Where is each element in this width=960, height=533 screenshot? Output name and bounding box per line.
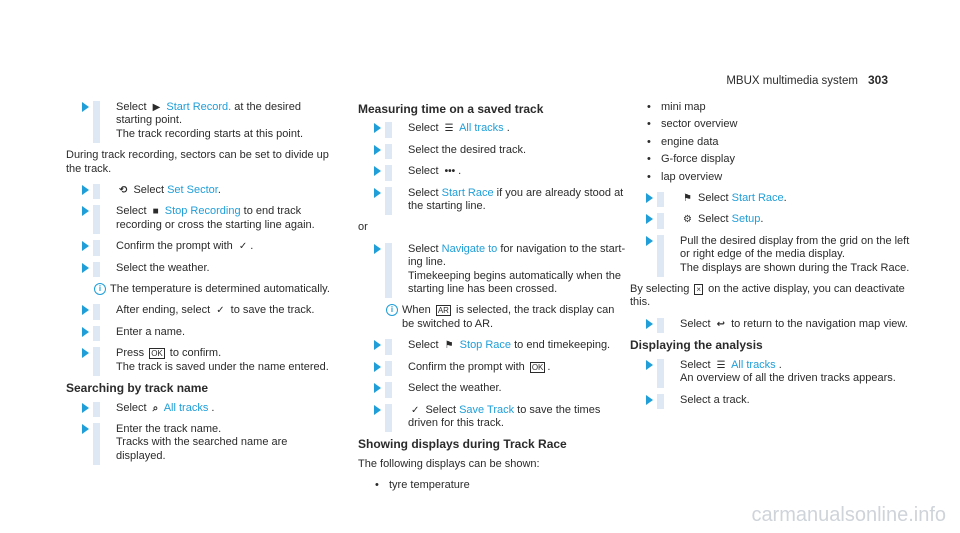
display-list	[358, 479, 628, 492]
all-tracks-link[interactable]: All tracks	[731, 358, 776, 371]
set-sector-link[interactable]: Set Sector	[167, 184, 218, 197]
step: Select ☰ All tracks .	[358, 122, 628, 135]
step: After ending, select ✓ to save the track.	[66, 304, 336, 317]
section-heading: Searching by track name	[66, 381, 209, 396]
play-icon: ▶	[152, 102, 161, 113]
step: Enter a name.	[66, 326, 336, 339]
page-number: 303	[867, 73, 888, 87]
section-heading: Measuring time on a saved track	[358, 102, 544, 116]
ok-icon: OK	[151, 349, 163, 359]
more-icon: •••	[444, 166, 456, 178]
list-item: • G-force display	[630, 153, 910, 166]
step: Select the weather.	[358, 382, 628, 395]
arrow-icon	[374, 340, 381, 350]
step: Select ⚑ Stop Race to end timekeeping.	[358, 339, 628, 352]
close-icon: ×	[696, 285, 702, 295]
info-note: i The temperature is determined automatically.	[66, 283, 336, 296]
header-title: MBUX multimedia system	[726, 75, 858, 87]
step: ⚑ Select Start Race.	[630, 192, 910, 205]
list-item: • lap overview	[630, 171, 910, 184]
arrow-icon	[374, 188, 381, 198]
stop-icon: ■	[152, 206, 159, 218]
arrow-icon	[82, 327, 89, 337]
step: Confirm the prompt with ✓ .	[66, 240, 336, 253]
gear-icon: ⚙	[683, 214, 692, 226]
display-list	[630, 101, 910, 184]
step: Select ☰ All tracks . An overview of all the driven tracks appears.	[630, 359, 910, 386]
arrow-icon	[374, 405, 381, 415]
arrow-icon	[82, 185, 89, 195]
track-list-icon: ☰	[444, 123, 454, 135]
arrow-icon	[82, 263, 89, 273]
info-icon: i	[94, 283, 106, 295]
watermark: carmanualsonline.info	[751, 504, 946, 526]
arrow-icon	[82, 102, 89, 112]
section-heading: Displaying the analysis	[630, 338, 763, 353]
arrow-icon	[646, 395, 653, 405]
check-icon: ✓	[411, 404, 420, 416]
arrow-icon	[646, 236, 653, 246]
list-item: • engine data	[630, 136, 910, 149]
step: Press OK to confirm. The track is saved under the name entered.	[66, 347, 336, 374]
arrow-icon	[82, 424, 89, 434]
search-icon: ⌕	[152, 402, 159, 414]
paragraph: The following displays can be shown:	[358, 457, 540, 470]
start-record-link[interactable]: Start Record.	[166, 101, 232, 113]
arrow-icon	[82, 403, 89, 413]
arrow-icon	[646, 214, 653, 224]
back-icon: ↩	[716, 318, 726, 330]
ar-icon: AR	[437, 306, 449, 316]
setup-link[interactable]: Setup	[731, 213, 761, 226]
arrow-icon	[82, 348, 89, 358]
step: Select a track.	[630, 394, 910, 407]
list-item: • sector overview	[630, 118, 910, 131]
column-2	[358, 101, 628, 501]
page-header	[726, 73, 888, 87]
step: Select ↩ to return to the navigation map view.	[630, 318, 910, 331]
arrow-icon	[374, 166, 381, 176]
or-text: or	[358, 221, 368, 234]
step: Select Navigate to for navigation to the starting line. Timekeeping begins automatically when the starting line has been crossed.	[358, 243, 628, 297]
save-track-link[interactable]: Save Track	[459, 403, 515, 416]
step: Enter the track name. Tracks with the searched name are displayed.	[66, 423, 336, 463]
step: Select Start Race if you are already stood at the starting line.	[358, 187, 628, 214]
ok-icon: OK	[531, 362, 544, 372]
start-race-link[interactable]: Start Race	[441, 186, 494, 199]
info-note: i When AR is selected, the track display can be switched to AR.	[358, 304, 628, 331]
arrow-icon	[374, 123, 381, 133]
arrow-icon	[82, 206, 89, 216]
arrow-icon	[374, 244, 381, 254]
arrow-icon	[646, 360, 653, 370]
step: ⟲ Select Set Sector.	[66, 184, 336, 197]
stop-recording-link[interactable]: Stop Recording	[164, 205, 241, 218]
step: ✓ Select Save Track to save the times driven for this track.	[358, 404, 628, 431]
step: Select ⌕ All tracks .	[66, 402, 336, 415]
all-tracks-link[interactable]: All tracks	[163, 401, 209, 414]
start-race-link[interactable]: Start Race	[731, 192, 784, 205]
column-1	[66, 101, 336, 471]
paragraph: During track recording, sectors can be set to divide up the track.	[66, 149, 329, 175]
arrow-icon	[374, 145, 381, 155]
all-tracks-link[interactable]: All tracks	[459, 122, 504, 135]
list-item: • tyre temperature	[358, 479, 628, 492]
step: Confirm the prompt with OK .	[358, 361, 628, 374]
arrow-icon	[646, 193, 653, 203]
arrow-icon	[82, 241, 89, 251]
section-heading: Showing displays during Track Race	[358, 437, 567, 452]
paragraph: By selecting × on the active display, you can deactivate this.	[630, 283, 905, 309]
finish-flag-icon: ⚑	[444, 340, 454, 352]
list-item: • mini map	[630, 101, 910, 114]
step: ⚙ Select Setup.	[630, 213, 910, 226]
arrow-icon	[374, 383, 381, 393]
step: Select ••• .	[358, 165, 628, 178]
stop-race-link[interactable]: Stop Race	[459, 339, 512, 352]
track-list-icon: ☰	[716, 359, 726, 371]
column-3	[630, 101, 910, 415]
arrow-icon	[646, 319, 653, 329]
navigate-to-link[interactable]: Navigate to	[441, 242, 498, 255]
sector-icon: ⟲	[119, 185, 128, 197]
arrow-icon	[82, 305, 89, 315]
finish-flag-icon: ⚑	[683, 193, 692, 205]
arrow-icon	[374, 362, 381, 372]
step: Pull the desired display from the grid on the left or right edge of the media display. The displays are shown during the Track Race.	[630, 235, 910, 275]
check-icon: ✓	[216, 305, 225, 317]
step: Select ■ Stop Recording to end track recording or cross the starting line again.	[66, 205, 336, 232]
step: Select the weather.	[66, 262, 336, 275]
info-icon: i	[386, 304, 398, 316]
check-icon: ✓	[238, 241, 248, 253]
step: Select ▶ Start Record. at the desired starting point. The track recording starts at this point.	[66, 101, 336, 141]
step: Select the desired track.	[358, 144, 628, 157]
